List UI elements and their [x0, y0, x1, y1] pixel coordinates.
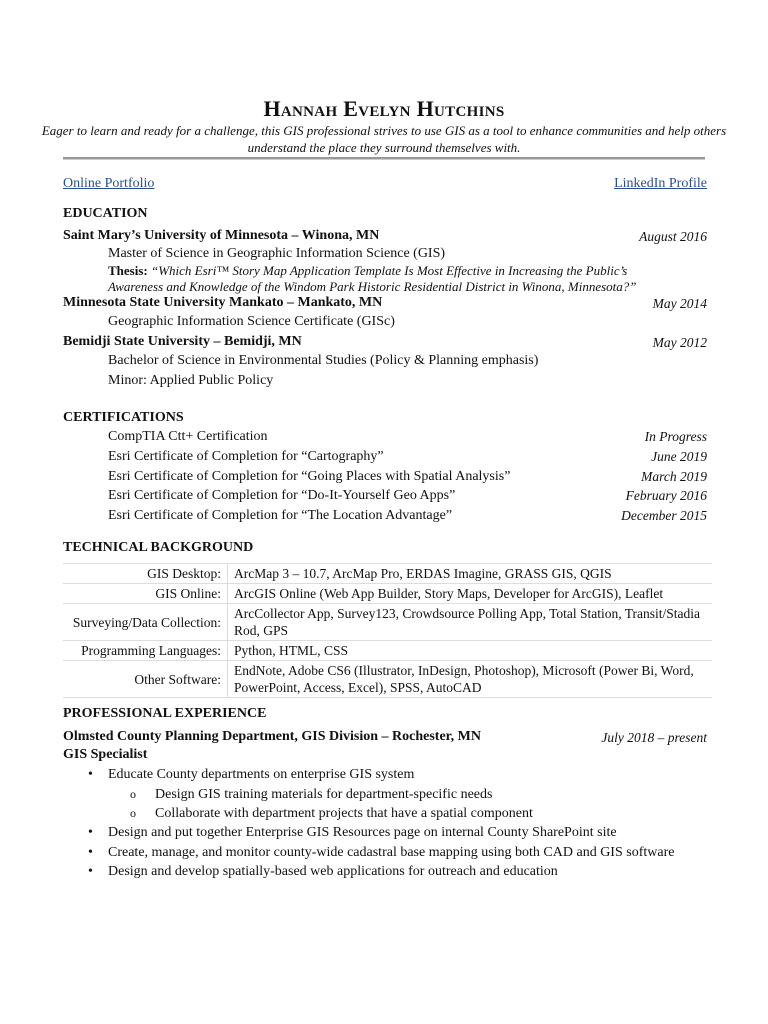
certification-date: June 2019: [651, 449, 707, 464]
thesis-label: Thesis:: [108, 263, 148, 278]
certification-name: Esri Certificate of Completion for “Cartography”: [108, 449, 384, 464]
education-date: August 2016: [639, 229, 707, 244]
certification-name: Esri Certificate of Completion for “The Location Advantage”: [108, 508, 453, 523]
education-date: May 2014: [652, 296, 707, 311]
tech-value: ArcCollector App, Survey123, Crowdsource Polling App, Total Station, Transit/Stadia Rod, GPS: [228, 604, 713, 641]
certification-name: Esri Certificate of Completion for “Do-It-Yourself Geo Apps”: [108, 488, 456, 503]
resume-name: Hannah Evelyn Hutchins: [263, 96, 505, 121]
tech-label: GIS Desktop:: [63, 564, 228, 584]
list-item: [130, 806, 533, 822]
employer: Olmsted County Planning Department, GIS Division – Rochester, MN: [63, 729, 481, 744]
bullet-text: Design and put together Enterprise GIS Resources page on internal County SharePoint site: [108, 825, 617, 840]
list-item: [88, 864, 558, 880]
table-row: [63, 661, 712, 698]
bullet-icon: •: [88, 825, 93, 840]
education-date: May 2012: [652, 335, 707, 350]
header-divider: [63, 157, 705, 160]
list-item: [88, 845, 674, 861]
tech-value: Python, HTML, CSS: [228, 641, 713, 661]
tech-label: Programming Languages:: [63, 641, 228, 661]
school-name: Minnesota State University Mankato – Mankato, MN: [63, 295, 383, 310]
linkedin-profile-link[interactable]: LinkedIn Profile: [614, 176, 707, 191]
thesis-line-1: [108, 263, 627, 279]
certification-date: December 2015: [621, 508, 707, 523]
bullet-text: Educate County departments on enterprise GIS system: [108, 767, 415, 782]
tech-value: ArcMap 3 – 10.7, ArcMap Pro, ERDAS Imagine, GRASS GIS, QGIS: [228, 564, 713, 584]
tech-value: ArcGIS Online (Web App Builder, Story Maps, Developer for ArcGIS), Leaflet: [228, 584, 713, 604]
certifications-heading: CERTIFICATIONS: [63, 410, 184, 425]
technical-table: [63, 563, 712, 698]
sub-bullet-text: Collaborate with department projects that have a spatial component: [155, 806, 533, 821]
bullet-text: Design and develop spatially-based web applications for outreach and education: [108, 864, 558, 879]
table-row: [63, 564, 712, 584]
bullet-icon: •: [88, 845, 93, 860]
list-item: [130, 787, 492, 803]
school-name: Bemidji State University – Bemidji, MN: [63, 334, 302, 349]
thesis-title-part-2: Awareness and Knowledge of the Windom Park Historic Residential District in Winona, Minnesota?”: [108, 279, 637, 294]
school-name: Saint Mary’s University of Minnesota – Winona, MN: [63, 228, 380, 243]
bullet-text: Create, manage, and monitor county-wide cadastral base mapping using both CAD and GIS software: [108, 845, 675, 860]
sub-bullet-icon: o: [130, 787, 136, 801]
education-heading: EDUCATION: [63, 206, 148, 221]
certification-date: March 2019: [641, 469, 707, 484]
sub-bullet-icon: o: [130, 806, 136, 820]
table-row: [63, 641, 712, 661]
sub-bullet-text: Design GIS training materials for department-specific needs: [155, 787, 493, 802]
bullet-icon: •: [88, 767, 93, 782]
degree: Geographic Information Science Certificate (GISc): [108, 314, 395, 329]
certification-name: Esri Certificate of Completion for “Going Places with Spatial Analysis”: [108, 469, 511, 484]
minor: Minor: Applied Public Policy: [108, 373, 274, 388]
thesis-title-part-1: “Which Esri™ Story Map Application Template Is Most Effective in Increasing the Public’s: [150, 263, 628, 278]
table-row: [63, 604, 712, 641]
table-row: [63, 584, 712, 604]
bullet-icon: •: [88, 864, 93, 879]
job-title: GIS Specialist: [63, 747, 148, 762]
certification-date: In Progress: [644, 429, 707, 444]
tech-label: Other Software:: [63, 661, 228, 698]
online-portfolio-link[interactable]: Online Portfolio: [63, 176, 155, 191]
degree: Bachelor of Science in Environmental Studies (Policy & Planning emphasis): [108, 353, 539, 368]
tech-label: GIS Online:: [63, 584, 228, 604]
certification-name: CompTIA Ctt+ Certification: [108, 429, 268, 444]
thesis-line-2: [108, 279, 637, 295]
tech-value: EndNote, Adobe CS6 (Illustrator, InDesign, Photoshop), Microsoft (Power Bi, Word, PowerPoint, Access, Excel), SPSS, AutoCAD: [228, 661, 713, 698]
degree: Master of Science in Geographic Information Science (GIS): [108, 246, 446, 261]
certification-date: February 2016: [625, 488, 707, 503]
technical-heading: TECHNICAL BACKGROUND: [63, 540, 254, 555]
list-item: [88, 767, 414, 783]
list-item: [88, 825, 617, 841]
experience-heading: PROFESSIONAL EXPERIENCE: [63, 706, 267, 721]
tagline: Eager to learn and ready for a challenge, this GIS professional strives to use GIS as a tool to enhance communities and help others understand the place they surround themselves with.: [41, 123, 727, 155]
tech-label: Surveying/Data Collection:: [63, 604, 228, 641]
job-date: July 2018 – present: [601, 730, 707, 745]
